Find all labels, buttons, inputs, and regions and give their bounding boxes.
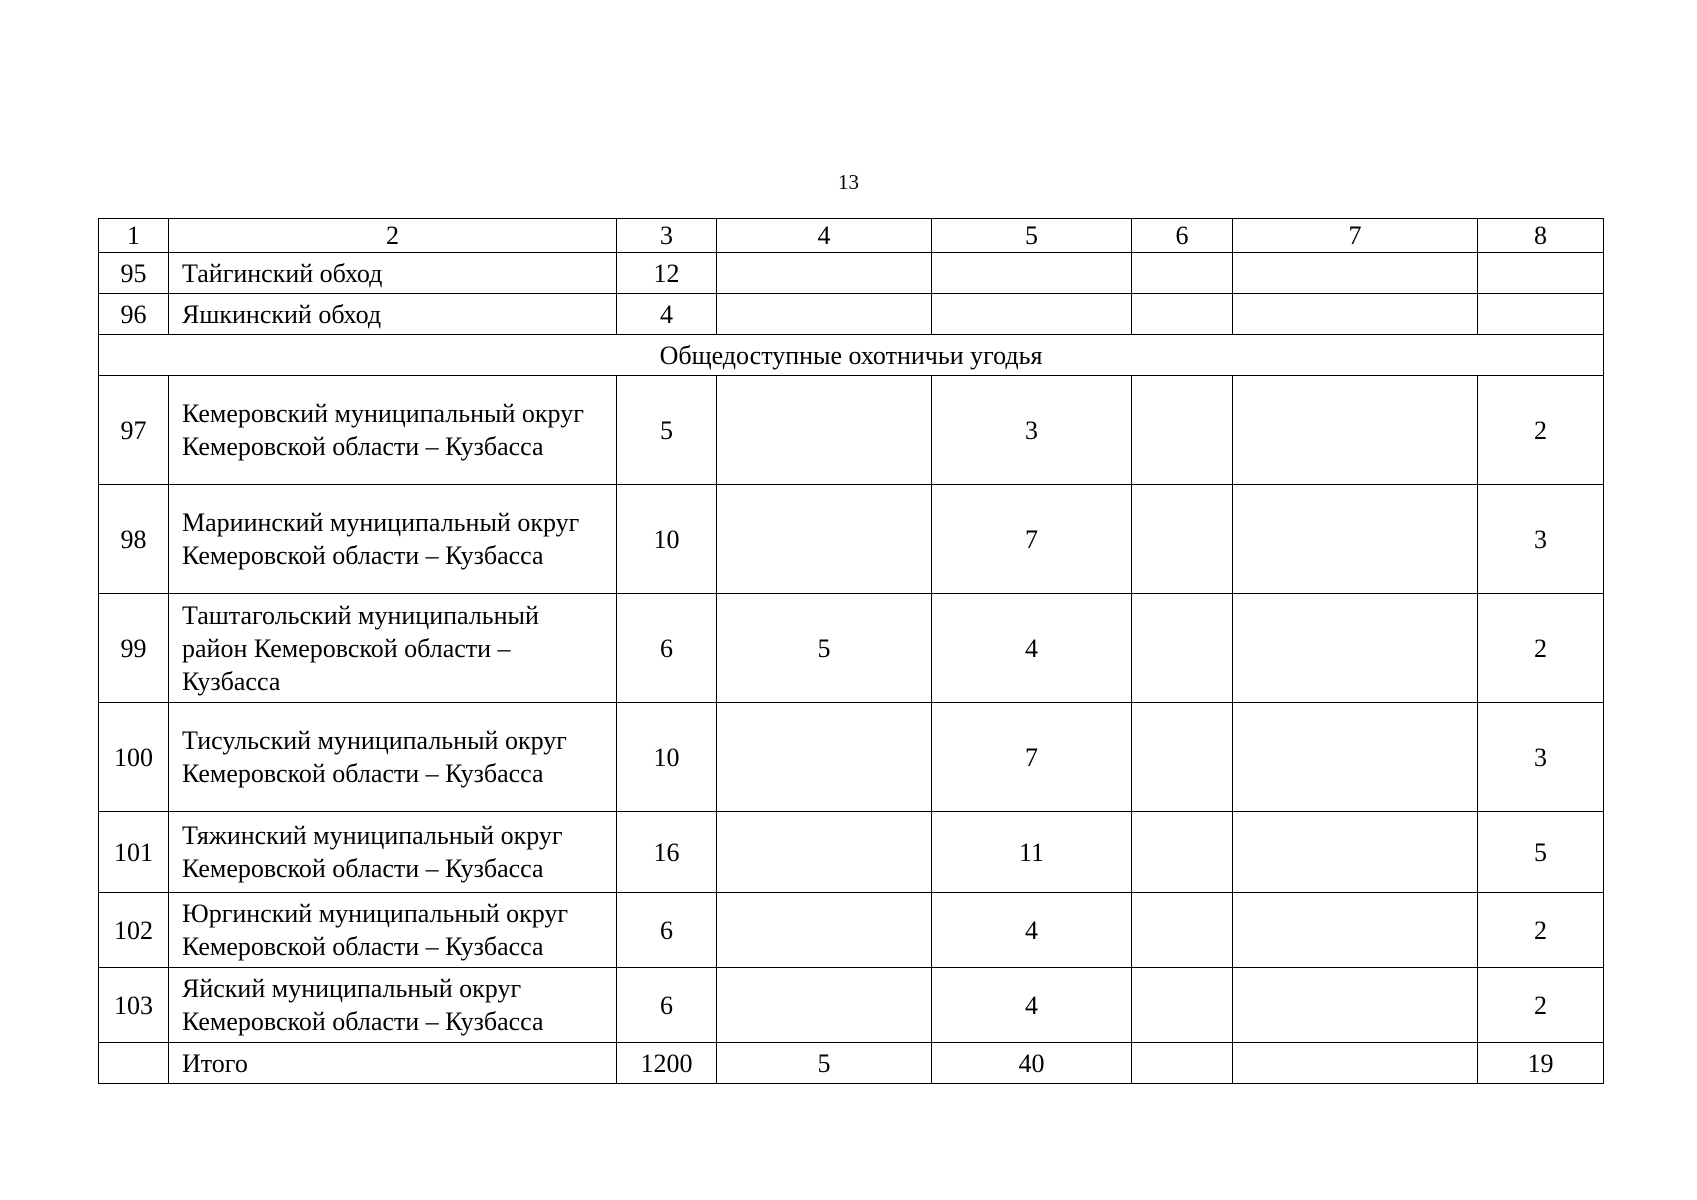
cell-col8: 2 [1478, 594, 1604, 703]
cell-col7 [1233, 376, 1478, 485]
total-col5: 40 [932, 1043, 1132, 1084]
cell-col6 [1132, 594, 1233, 703]
cell-col5: 4 [932, 594, 1132, 703]
row-number: 97 [99, 376, 169, 485]
cell-col3: 6 [617, 893, 717, 968]
area-name: Юргинский муниципальный округ Кемеровской области – Кузбасса [169, 893, 617, 968]
cell-col5: 7 [932, 485, 1132, 594]
column-number: 8 [1478, 219, 1604, 253]
cell-col4 [717, 294, 932, 335]
cell-col7 [1233, 968, 1478, 1043]
cell-col8: 3 [1478, 703, 1604, 812]
cell-col6 [1132, 294, 1233, 335]
column-number: 4 [717, 219, 932, 253]
total-col6 [1132, 1043, 1233, 1084]
cell-col8 [1478, 294, 1604, 335]
table-row [99, 253, 1604, 294]
cell-col3: 16 [617, 812, 717, 893]
row-number: 96 [99, 294, 169, 335]
row-number: 103 [99, 968, 169, 1043]
area-name: Таштагольский муниципальный район Кемеровской области – Кузбасса [169, 594, 617, 703]
table-row [99, 376, 1604, 485]
cell-col4 [717, 893, 932, 968]
cell-col7 [1233, 294, 1478, 335]
cell-col8: 2 [1478, 376, 1604, 485]
table-row [99, 812, 1604, 893]
cell-col7 [1233, 485, 1478, 594]
total-col8: 19 [1478, 1043, 1604, 1084]
row-number: 99 [99, 594, 169, 703]
column-number: 2 [169, 219, 617, 253]
cell-col3: 6 [617, 594, 717, 703]
area-name: Яйский муниципальный округ Кемеровской области – Кузбасса [169, 968, 617, 1043]
column-number: 6 [1132, 219, 1233, 253]
total-col7 [1233, 1043, 1478, 1084]
cell-col5: 7 [932, 703, 1132, 812]
column-number: 3 [617, 219, 717, 253]
cell-col5: 4 [932, 893, 1132, 968]
total-col4: 5 [717, 1043, 932, 1084]
area-name: Тяжинский муниципальный округ Кемеровской области – Кузбасса [169, 812, 617, 893]
row-number: 98 [99, 485, 169, 594]
cell-col8 [1478, 253, 1604, 294]
cell-col3: 5 [617, 376, 717, 485]
cell-col7 [1233, 812, 1478, 893]
cell-col5 [932, 294, 1132, 335]
table-row [99, 893, 1604, 968]
cell-col4: 5 [717, 594, 932, 703]
cell-col8: 2 [1478, 893, 1604, 968]
area-name: Яшкинский обход [169, 294, 617, 335]
cell-col6 [1132, 485, 1233, 594]
row-number [99, 1043, 169, 1084]
cell-col7 [1233, 703, 1478, 812]
total-row [99, 1043, 1604, 1084]
column-number-row [99, 219, 1604, 253]
cell-col4 [717, 968, 932, 1043]
row-number: 100 [99, 703, 169, 812]
cell-col5: 4 [932, 968, 1132, 1043]
cell-col6 [1132, 812, 1233, 893]
column-number: 7 [1233, 219, 1478, 253]
cell-col3: 10 [617, 485, 717, 594]
cell-col3: 10 [617, 703, 717, 812]
cell-col4 [717, 485, 932, 594]
cell-col6 [1132, 376, 1233, 485]
table-row [99, 294, 1604, 335]
cell-col3: 6 [617, 968, 717, 1043]
cell-col8: 5 [1478, 812, 1604, 893]
row-number: 101 [99, 812, 169, 893]
cell-col8: 3 [1478, 485, 1604, 594]
cell-col4 [717, 812, 932, 893]
area-name: Тайгинский обход [169, 253, 617, 294]
total-col3: 1200 [617, 1043, 717, 1084]
table-row [99, 968, 1604, 1043]
area-name: Мариинский муниципальный округ Кемеровской области – Кузбасса [169, 485, 617, 594]
cell-col7 [1233, 594, 1478, 703]
column-number: 5 [932, 219, 1132, 253]
area-name: Кемеровский муниципальный округ Кемеровской области – Кузбасса [169, 376, 617, 485]
cell-col5: 3 [932, 376, 1132, 485]
data-table [98, 218, 1604, 1084]
cell-col4 [717, 703, 932, 812]
total-label: Итого [169, 1043, 617, 1084]
cell-col7 [1233, 253, 1478, 294]
cell-col5: 11 [932, 812, 1132, 893]
cell-col4 [717, 253, 932, 294]
cell-col7 [1233, 893, 1478, 968]
row-number: 95 [99, 253, 169, 294]
table-row [99, 594, 1604, 703]
cell-col6 [1132, 703, 1233, 812]
column-number: 1 [99, 219, 169, 253]
table-row [99, 485, 1604, 594]
cell-col5 [932, 253, 1132, 294]
section-row [99, 335, 1604, 376]
cell-col3: 4 [617, 294, 717, 335]
row-number: 102 [99, 893, 169, 968]
cell-col6 [1132, 893, 1233, 968]
table-row [99, 703, 1604, 812]
cell-col8: 2 [1478, 968, 1604, 1043]
area-name: Тисульский муниципальный округ Кемеровской области – Кузбасса [169, 703, 617, 812]
page-number: 13 [838, 170, 859, 194]
cell-col6 [1132, 253, 1233, 294]
cell-col6 [1132, 968, 1233, 1043]
cell-col3: 12 [617, 253, 717, 294]
section-title: Общедоступные охотничьи угодья [99, 335, 1604, 376]
cell-col4 [717, 376, 932, 485]
